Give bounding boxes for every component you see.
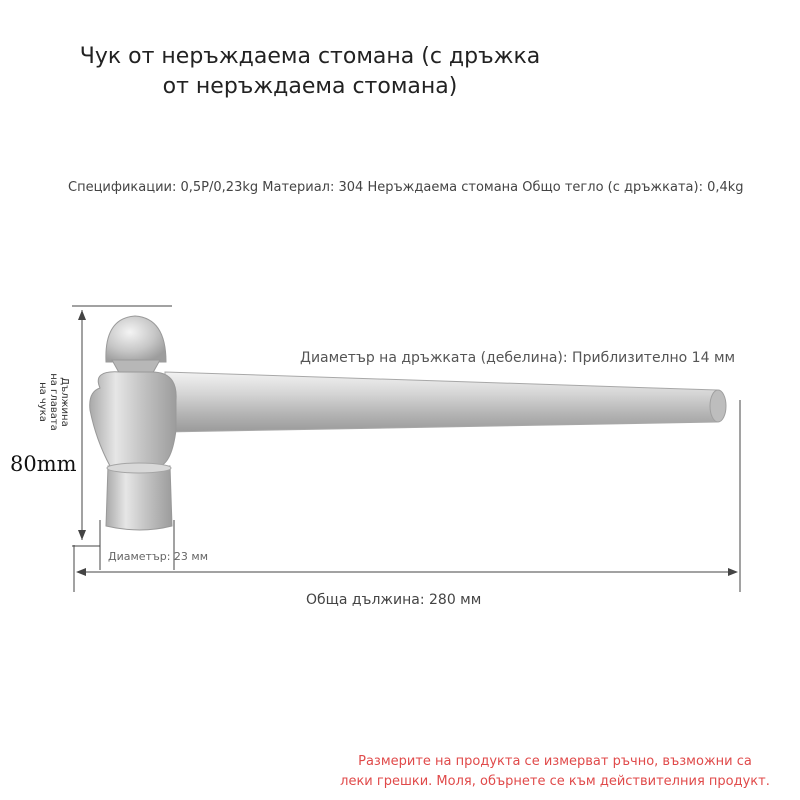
disclaimer-line2: леки грешки. Моля, обърнете се към действителния продукт. xyxy=(340,774,770,789)
head-length-label: Дължина на главата на чука xyxy=(37,373,70,431)
product-title-line1: Чук от неръждаема стомана (с дръжка xyxy=(79,44,541,69)
disclaimer-line1: Размерите на продукта се измерват ръчно, възможни са xyxy=(358,754,752,769)
head-length-value: 80mm xyxy=(10,452,77,476)
hammer-head xyxy=(90,316,176,530)
product-title-line2: от неръждаема стомана) xyxy=(162,74,458,99)
total-length-label: Обща дължина: 280 мм xyxy=(306,592,482,608)
head-diameter-label: Диаметър: 23 мм xyxy=(108,550,209,563)
handle-diameter-label: Диаметър на дръжката (дебелина): Приблизително 14 мм xyxy=(300,350,736,366)
measurement-disclaimer xyxy=(320,752,790,792)
specifications-text: Спецификации: 0,5P/0,23kg Материал: 304 Неръждаема стомана Общо тегло (с дръжката): 0,4kg xyxy=(68,180,744,195)
hammer-handle xyxy=(165,372,726,432)
